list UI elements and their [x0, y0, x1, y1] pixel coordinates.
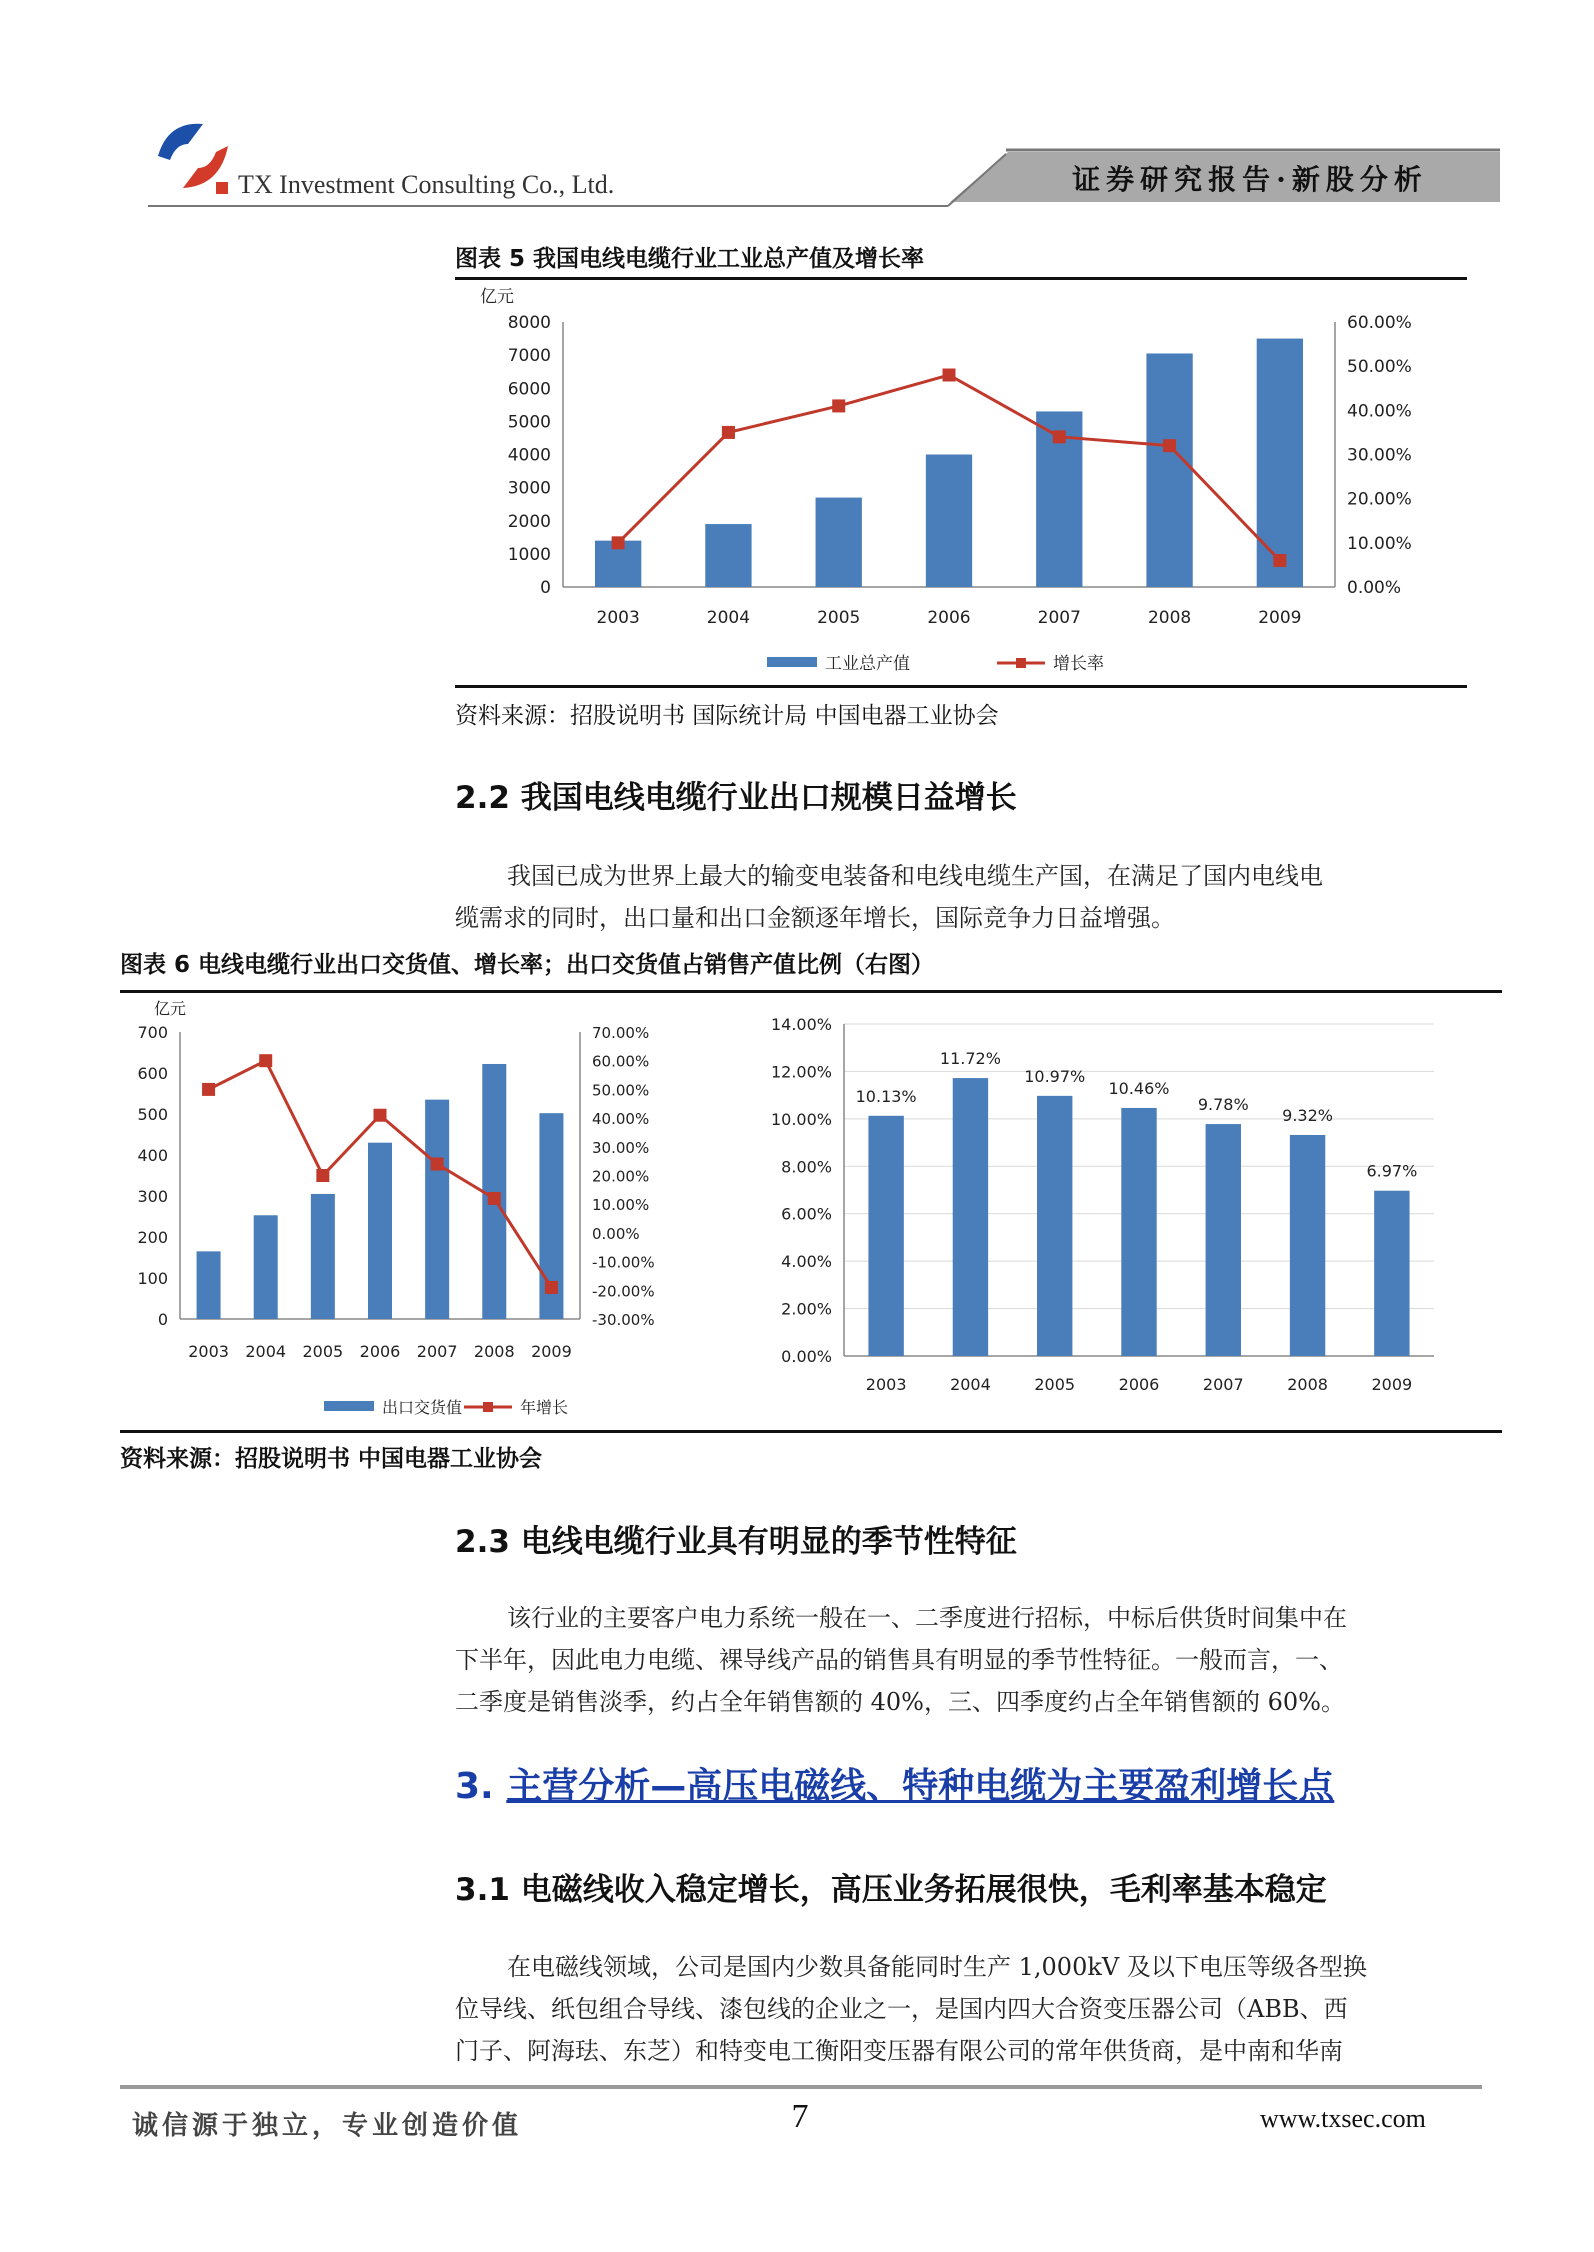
y-tick-label: 100 [137, 1269, 168, 1288]
y2-tick-label: 20.00% [1347, 489, 1412, 510]
y-tick-label: 6000 [507, 379, 551, 400]
x-tick-label: 2005 [302, 1342, 344, 1361]
bar [425, 1100, 449, 1319]
line-marker [202, 1083, 215, 1096]
y-tick-label: 500 [137, 1105, 168, 1124]
y-tick-label: 1000 [507, 544, 551, 565]
y-tick-label: 8.00% [781, 1157, 832, 1177]
bar [197, 1251, 221, 1319]
section22-para-line2: 缆需求的同时，出口量和出口金额逐年增长，国际竞争力日益增强。 [455, 904, 1175, 932]
bar [1037, 1096, 1072, 1356]
section31-line1: 在电磁线领域，公司是国内少数具备能同时生产 1,000kV 及以下电压等级各型换 [507, 1953, 1367, 1981]
figure5-top-rule [455, 277, 1467, 280]
line-marker [722, 426, 735, 439]
footer-slogan: 诚信源于独立，专业创造价值 [132, 2111, 523, 2141]
y2-tick-label: 70.00% [592, 1024, 650, 1042]
line-marker [488, 1192, 501, 1205]
y-tick-label: 14.00% [770, 1015, 832, 1034]
y-tick-label: 2000 [507, 511, 551, 532]
y-tick-label: 600 [137, 1064, 168, 1083]
y-tick-label: 2.00% [781, 1299, 832, 1319]
data-label: 10.13% [855, 1086, 917, 1106]
line-marker [832, 399, 845, 412]
company-name: TX Investment Consulting Co., Ltd. [238, 170, 615, 199]
legend-marker-line [483, 1402, 493, 1412]
y2-tick-label: 50.00% [592, 1081, 650, 1100]
bar [868, 1116, 903, 1356]
bar [1121, 1108, 1156, 1356]
y-axis-title: 亿元 [154, 999, 187, 1018]
y2-tick-label: 10.00% [1347, 533, 1412, 554]
line-marker [259, 1054, 272, 1067]
bar [926, 455, 972, 588]
data-label: 9.32% [1282, 1105, 1333, 1125]
x-tick-label: 2003 [596, 608, 640, 628]
section31-line3: 门子、阿海珐、东芝）和特变电工衡阳变压器有限公司的常年供货商，是中南和华南 [455, 2037, 1343, 2065]
x-tick-label: 2006 [359, 1342, 401, 1361]
section23-line2: 下半年，因此电力电缆、裸导线产品的销售具有明显的季节性特征。一般而言，一、 [455, 1646, 1343, 1674]
line-marker [316, 1169, 329, 1182]
figure6-right-chart [744, 994, 1464, 1426]
bar [368, 1143, 392, 1319]
y-tick-label: 300 [137, 1187, 168, 1206]
y-tick-label: 4000 [507, 445, 551, 466]
legend-swatch-bar [324, 1401, 374, 1411]
section31-title: 3.1 电磁线收入稳定增长，高压业务拓展很快，毛利率基本稳定 [455, 1872, 1327, 1908]
line-marker [545, 1281, 558, 1294]
figure6-source: 资料来源：招股说明书 中国电器工业协会 [120, 1446, 543, 1472]
y2-tick-label: -30.00% [592, 1311, 655, 1329]
section22-para-line1: 我国已成为世界上最大的输变电装备和电线电缆生产国，在满足了国内电线电 [507, 862, 1323, 890]
x-tick-label: 2004 [706, 608, 751, 628]
line-marker [1053, 430, 1066, 443]
y-tick-label: 700 [137, 1023, 168, 1042]
x-tick-label: 2009 [1371, 1375, 1413, 1394]
legend-marker-line [1016, 658, 1026, 668]
page-number: 7 [791, 2098, 809, 2135]
bar [1206, 1124, 1241, 1356]
y2-tick-label: 20.00% [592, 1167, 650, 1186]
y2-tick-label: 30.00% [592, 1138, 650, 1157]
bar [1146, 353, 1192, 587]
x-tick-label: 2008 [1287, 1375, 1328, 1394]
bar [816, 498, 862, 587]
y2-tick-label: 60.00% [592, 1052, 650, 1071]
y2-tick-label: 0.00% [1347, 578, 1402, 598]
bar [482, 1064, 506, 1319]
footer-url[interactable]: www.txsec.com [1260, 2104, 1426, 2133]
x-tick-label: 2006 [927, 608, 971, 628]
x-tick-label: 2008 [1147, 608, 1192, 628]
bar [1374, 1191, 1409, 1356]
y2-tick-label: 40.00% [1347, 401, 1412, 422]
data-label: 11.72% [939, 1049, 1001, 1069]
figure6-top-rule [120, 990, 1502, 993]
y-tick-label: 6.00% [781, 1204, 832, 1224]
legend-label-bar: 工业总产值 [825, 654, 910, 674]
line-marker [374, 1109, 387, 1122]
x-tick-label: 2009 [531, 1342, 572, 1361]
section23-title: 2.3 电线电缆行业具有明显的季节性特征 [455, 1524, 1017, 1560]
y-tick-label: 200 [137, 1228, 168, 1247]
y-tick-label: 10.00% [770, 1109, 832, 1129]
data-label: 10.46% [1108, 1078, 1170, 1098]
line-marker [1273, 554, 1286, 567]
bar [1290, 1135, 1325, 1356]
section3-title-link[interactable]: 主营分析—高压电磁线、特种电缆为主要盈利增长点 [506, 1766, 1335, 1807]
section23-line1: 该行业的主要客户电力系统一般在一、二季度进行招标，中标后供货时间集中在 [507, 1604, 1347, 1632]
y2-tick-label: 0.00% [592, 1224, 640, 1243]
figure5-bottom-rule [455, 685, 1467, 688]
bar [1257, 339, 1303, 587]
section22-title: 2.2 我国电线电缆行业出口规模日益增长 [455, 780, 1017, 816]
y-tick-label: 0 [540, 578, 551, 598]
y2-tick-label: 50.00% [1347, 357, 1412, 378]
legend-label-bar: 出口交货值 [382, 1398, 463, 1417]
bar [311, 1194, 335, 1319]
figure6-left-chart [124, 994, 744, 1426]
x-tick-label: 2007 [1037, 608, 1081, 628]
figure5-caption: 图表 5 我国电线电缆行业工业总产值及增长率 [455, 246, 925, 272]
section23-line3: 二季度是销售淡季，约占全年销售额的 40%，三、四季度约占全年销售额的 60%。 [455, 1688, 1345, 1716]
legend-label-line: 增长率 [1053, 654, 1104, 674]
x-tick-label: 2008 [473, 1342, 515, 1361]
y2-tick-label: 30.00% [1347, 445, 1412, 466]
x-tick-label: 2004 [950, 1375, 991, 1394]
x-tick-label: 2003 [188, 1342, 229, 1361]
line-marker [943, 369, 956, 382]
y-tick-label: 12.00% [770, 1062, 832, 1082]
section3-heading[interactable] [455, 1758, 1334, 1809]
y2-tick-label: -10.00% [592, 1253, 655, 1272]
section3-number: 3. [455, 1766, 494, 1807]
y2-tick-label: 40.00% [592, 1110, 650, 1129]
x-tick-label: 2009 [1258, 608, 1302, 628]
section31-line2: 位导线、纸包组合导线、漆包线的企业之一，是国内四大合资变压器公司（ABB、西 [455, 1995, 1348, 2023]
y2-tick-label: 60.00% [1347, 313, 1412, 333]
x-tick-label: 2005 [817, 608, 861, 628]
figure5-chart [455, 282, 1467, 682]
y-tick-label: 0 [157, 1310, 168, 1329]
line-marker [612, 536, 625, 549]
data-label: 6.97% [1366, 1161, 1418, 1181]
bar [254, 1215, 278, 1319]
x-tick-label: 2007 [1202, 1375, 1244, 1394]
legend-swatch-bar [767, 657, 817, 667]
figure5-source: 资料来源：招股说明书 国际统计局 中国电器工业协会 [455, 703, 999, 729]
line-marker [1163, 439, 1176, 452]
line-marker [431, 1158, 444, 1171]
report-type: 证券研究报告·新股分析 [1072, 163, 1428, 196]
x-tick-label: 2007 [416, 1342, 458, 1361]
x-tick-label: 2006 [1118, 1375, 1160, 1394]
legend-label-line: 年增长 [520, 1398, 569, 1417]
x-tick-label: 2003 [865, 1375, 907, 1394]
footer-rule [120, 2085, 1482, 2089]
x-tick-label: 2004 [245, 1342, 287, 1361]
bar [705, 524, 751, 587]
data-label: 9.78% [1197, 1095, 1249, 1115]
figure6-caption: 图表 6 电线电缆行业出口交货值、增长率；出口交货值占销售产值比例（右图） [120, 952, 935, 978]
figure6-bottom-rule [120, 1430, 1502, 1433]
data-label: 10.97% [1024, 1066, 1086, 1086]
y-tick-label: 4.00% [781, 1252, 832, 1272]
y2-tick-label: 10.00% [592, 1196, 650, 1215]
y-tick-label: 400 [137, 1146, 168, 1165]
y-tick-label: 8000 [507, 313, 551, 333]
y-tick-label: 7000 [507, 346, 551, 367]
y-tick-label: 0.00% [781, 1347, 832, 1366]
x-tick-label: 2005 [1034, 1375, 1076, 1394]
y-axis-title: 亿元 [480, 287, 514, 307]
bar [953, 1078, 988, 1356]
y-tick-label: 3000 [507, 478, 551, 499]
y-tick-label: 5000 [507, 412, 551, 433]
y2-tick-label: -20.00% [592, 1282, 655, 1301]
